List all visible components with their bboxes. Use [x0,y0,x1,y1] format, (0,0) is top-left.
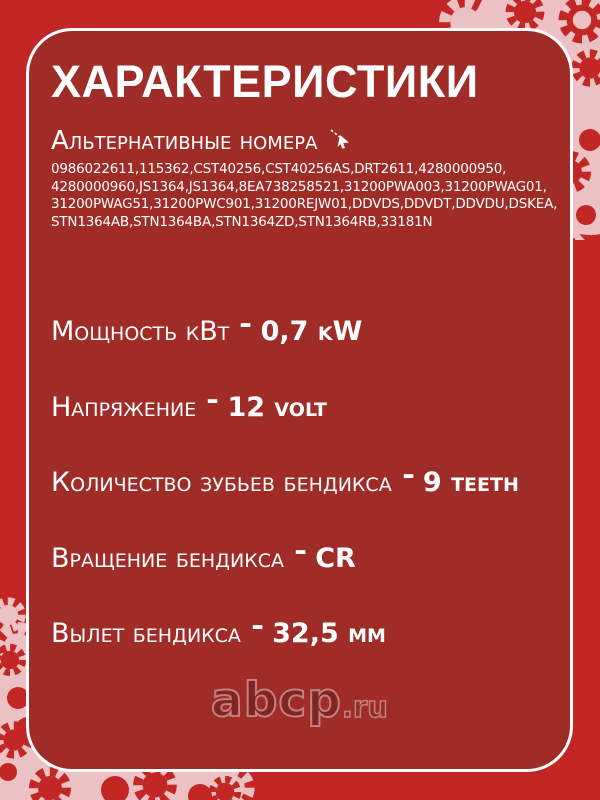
spec-label: Количество зубьев бендикса [51,467,392,498]
alt-numbers-heading-label: Альтернативные номера [51,126,318,156]
abcp-watermark-tld: .ru [341,690,388,724]
spec-row-voltage [51,384,519,423]
spec-row-teeth-count [51,459,519,498]
alt-numbers-list [51,161,563,231]
abcp-watermark [211,673,388,729]
specs-list [51,308,519,649]
alt-numbers-line: 0986022611,115362,CST40256,CST40256AS,DRT2611,4280000950, [51,161,507,177]
spec-separator: - [251,611,264,642]
spec-label: Вылет бендикса [51,618,241,649]
spec-value: 12 volt [227,391,327,423]
alt-numbers-line: STN1364AB,STN1364BA,STN1364ZD,STN1364RB,33181N [51,213,433,230]
alt-numbers-heading [51,125,355,159]
cursor-arrow-icon [327,127,355,159]
spec-row-power [51,308,519,347]
abcp-watermark-text: abcp [211,673,342,728]
page-title: ХАРАКТЕРИСТИКИ [51,56,479,107]
spec-value: CR [315,542,356,574]
spec-row-rotation [51,535,519,574]
spec-value: 32,5 мм [272,618,386,649]
alt-numbers-line: 31200PWAG51,31200PWC901,31200REJW01,DDVDS,DDVDT,DDVDU,DSKEA, [51,196,558,212]
spec-value: 9 teeth [422,467,519,498]
spec-separator: - [206,384,220,416]
spec-label: Вращение бендикса [51,542,284,574]
spec-label: Мощность кВт [51,316,230,347]
spec-separator: - [401,460,415,491]
spec-separator: - [239,309,253,340]
spec-label: Напряжение [51,391,197,423]
spec-value: 0,7 kW [260,316,363,347]
alt-numbers-line: 4280000960,JS1364,JS1364,8EA738258521,31200PWA003,31200PWAG01, [51,178,547,195]
characteristics-card [26,28,573,772]
spec-row-protrusion [51,610,519,649]
spec-separator: - [294,535,308,567]
